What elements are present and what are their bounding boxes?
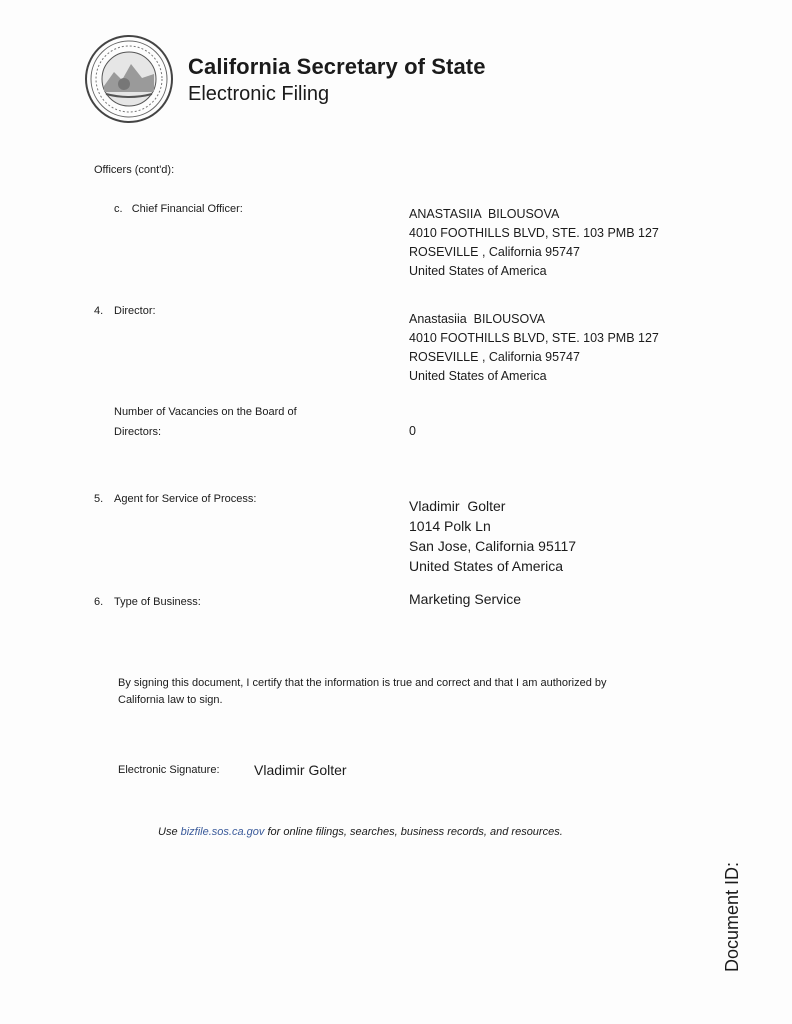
cfo-country: United States of America (409, 264, 547, 278)
footer-suffix: for online filings, searches, business records, and resources. (267, 826, 563, 838)
vacancies-label-line2: Directors: (114, 426, 162, 438)
signature-value: Vladimir Golter (254, 762, 347, 778)
agent-block (409, 496, 576, 576)
vacancies-label (114, 402, 297, 442)
footer-note (158, 826, 563, 838)
director-address2: ROSEVILLE , California 95747 (409, 350, 580, 364)
cfo-address1: 4010 FOOTHILLS BLVD, STE. 103 PMB 127 (409, 226, 659, 240)
vacancies-value: 0 (409, 424, 416, 438)
page-title: California Secretary of State (188, 54, 486, 79)
bizfile-link[interactable]: bizfile.sos.ca.gov (180, 826, 265, 838)
state-seal-icon (84, 34, 174, 124)
cfo-label: c. Chief Financial Officer: (114, 203, 243, 215)
vacancies-label-line1: Number of Vacancies on the Board of (114, 406, 297, 418)
document-id-container (722, 832, 744, 972)
director-label: Director: (114, 305, 156, 317)
cfo-name: ANASTASIIA BILOUSOVA (409, 207, 560, 221)
document-id-label: Document ID: (722, 861, 742, 972)
agent-address2: San Jose, California 95117 (409, 538, 577, 554)
officers-heading: Officers (cont'd): (94, 164, 175, 176)
agent-name: Vladimir Golter (409, 498, 506, 514)
certification-line1: By signing this document, I certify that the information is true and correct and that I am authorized by (118, 677, 607, 689)
business-type-number: 6. (94, 596, 104, 608)
director-country: United States of America (409, 369, 547, 383)
cfo-block (409, 205, 659, 281)
director-number: 4. (94, 305, 104, 317)
certification-text (118, 675, 607, 709)
certification-line2: California law to sign. (118, 694, 223, 706)
page-subtitle: Electronic Filing (188, 83, 330, 105)
agent-address1: 1014 Polk Ln (409, 518, 491, 534)
cfo-address2: ROSEVILLE , California 95747 (409, 245, 580, 259)
agent-number: 5. (94, 493, 104, 505)
director-address1: 4010 FOOTHILLS BLVD, STE. 103 PMB 127 (409, 331, 659, 345)
agent-label: Agent for Service of Process: (114, 493, 257, 505)
director-block (409, 310, 659, 386)
business-type-value: Marketing Service (409, 591, 522, 607)
footer-prefix: Use (158, 826, 178, 838)
signature-label: Electronic Signature: (118, 764, 220, 776)
agent-country: United States of America (409, 558, 564, 574)
director-name: Anastasiia BILOUSOVA (409, 312, 545, 326)
business-type-label: Type of Business: (114, 596, 201, 608)
